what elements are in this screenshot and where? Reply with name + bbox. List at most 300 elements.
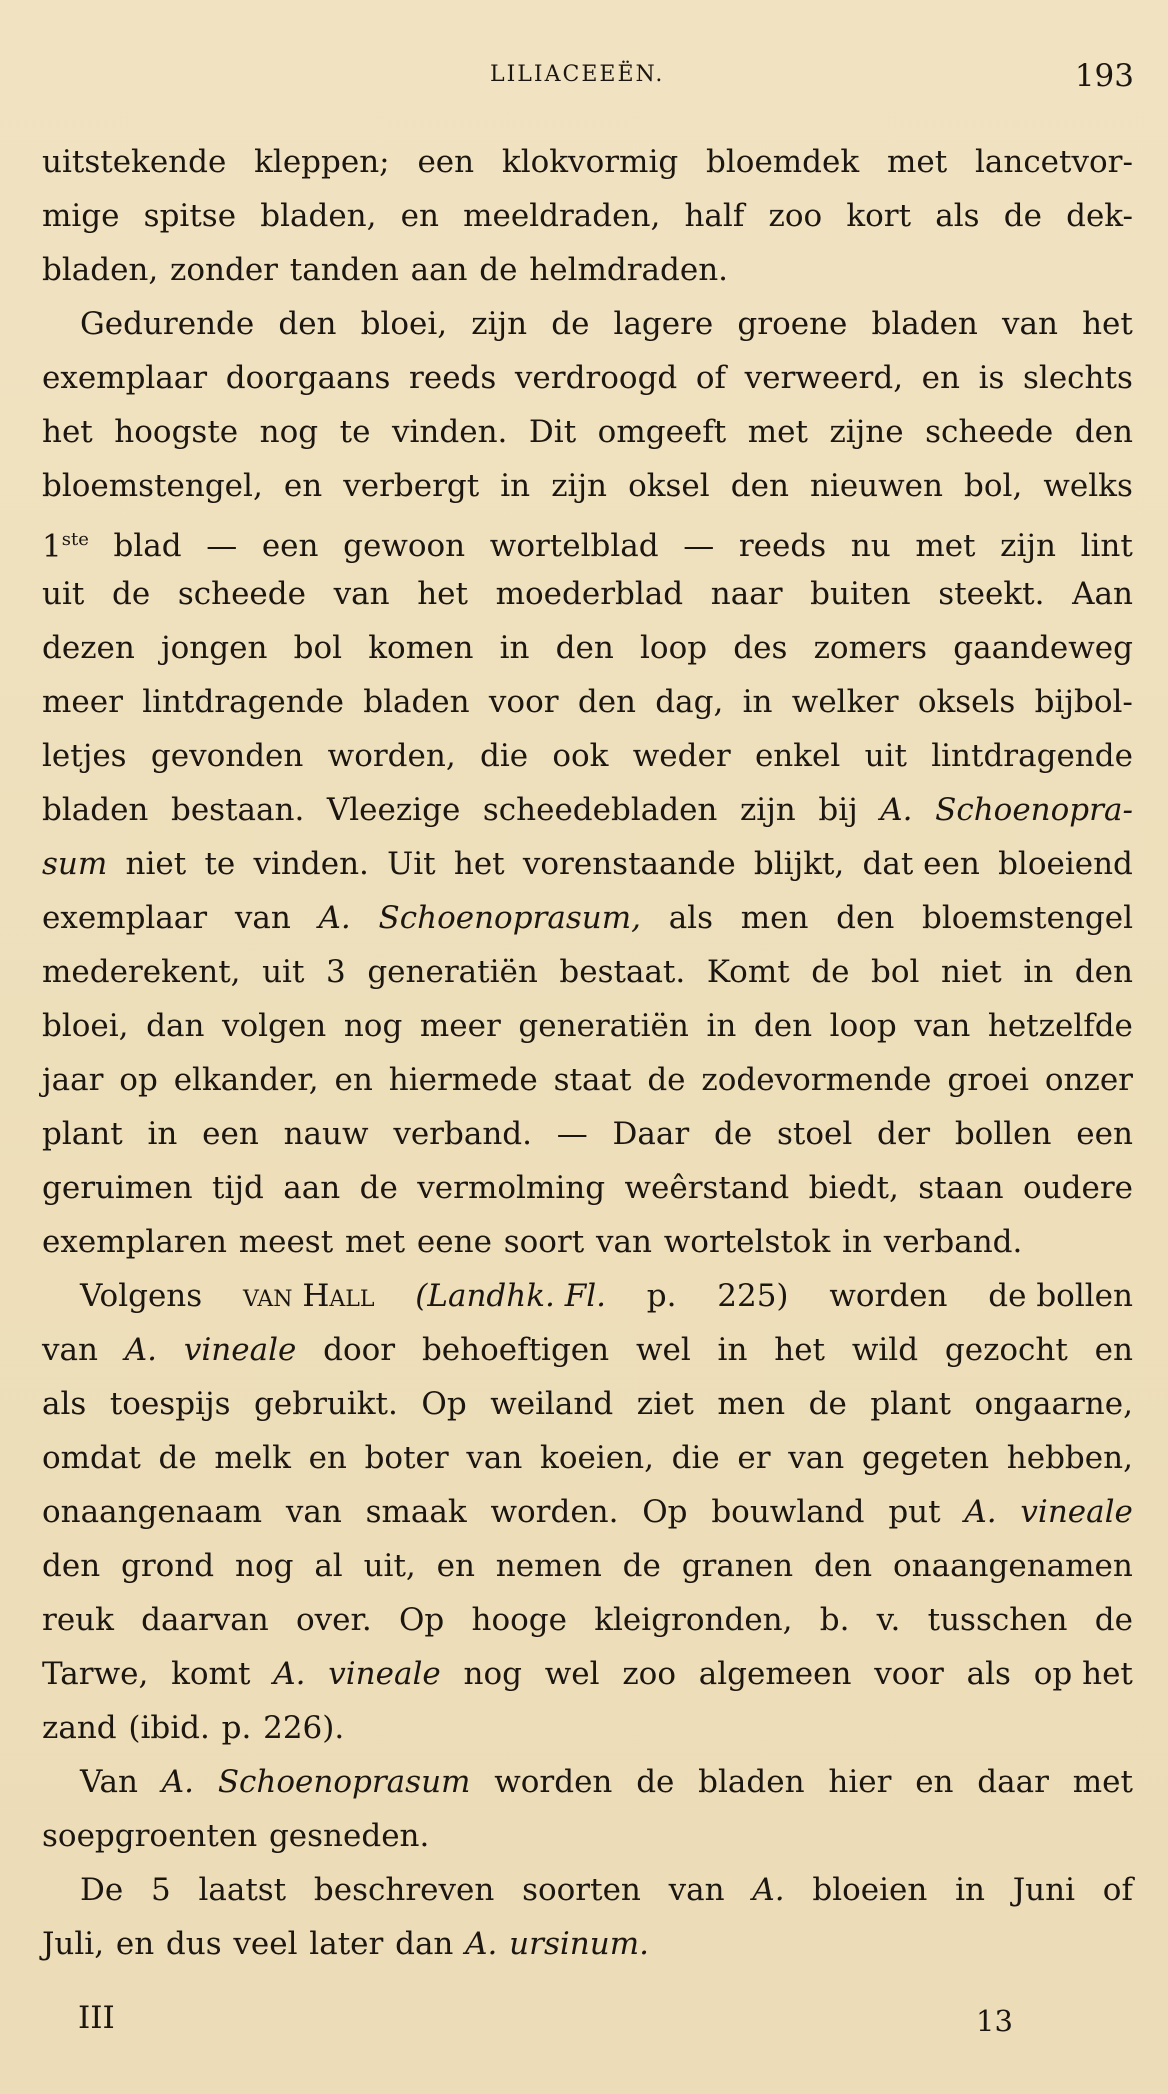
word: is	[978, 360, 1005, 396]
word: spitse	[143, 198, 237, 234]
word: en	[1094, 1332, 1133, 1368]
word: letjes	[42, 738, 127, 774]
word: toespijs	[109, 1386, 231, 1422]
word: of	[1102, 1872, 1133, 1908]
ordinal-superscript: ste	[61, 529, 89, 550]
word: geruimen	[42, 1170, 193, 1206]
word: als	[42, 1386, 87, 1422]
word: in	[842, 1224, 872, 1260]
word: doorgaans	[225, 360, 391, 396]
word: dus	[165, 1926, 222, 1962]
word: niet	[941, 954, 1002, 990]
word: loop	[829, 1008, 897, 1044]
text-line	[42, 297, 1133, 351]
word: A.	[465, 1926, 498, 1962]
word: en	[921, 360, 960, 396]
word: mederekent,	[42, 954, 241, 990]
word: enkel	[754, 738, 841, 774]
word: weiland	[490, 1386, 614, 1422]
word: de	[811, 954, 850, 990]
word: verdroogd	[514, 360, 678, 396]
word: —	[206, 528, 238, 565]
text-line	[42, 729, 1133, 783]
word: exemplaren	[42, 1224, 227, 1260]
word: melk	[214, 1440, 291, 1476]
word: verband.	[393, 1116, 532, 1152]
word: bladen	[871, 306, 978, 342]
word: generatiën	[518, 1008, 689, 1044]
text-line	[42, 1485, 1133, 1539]
word: buiten	[810, 576, 911, 612]
text-line	[42, 351, 1133, 405]
word: stoel	[776, 1116, 853, 1152]
text-line	[42, 945, 1133, 999]
word: men	[717, 1386, 786, 1422]
running-title: LILIACEEËN.	[490, 62, 665, 87]
word: de bollen	[988, 1278, 1133, 1314]
word: wel	[544, 1656, 600, 1692]
text-line	[42, 837, 1133, 891]
word: 1ste	[42, 528, 89, 565]
word: plant	[42, 1116, 123, 1152]
word: blad	[113, 528, 182, 565]
word: van	[668, 1872, 725, 1908]
word: de	[111, 576, 151, 612]
word: uitstekende	[42, 144, 227, 180]
word: en	[308, 1440, 347, 1476]
text-line	[42, 1809, 1133, 1863]
word: meeldraden,	[463, 198, 661, 234]
word: zijn	[551, 468, 608, 504]
word: reeds	[409, 360, 497, 396]
word: Schoenopra-	[935, 792, 1133, 828]
word: door	[323, 1332, 396, 1368]
word: wortelstok	[663, 1224, 831, 1260]
word: omgeeft	[597, 414, 727, 450]
word: bouwland	[711, 1494, 865, 1530]
word: die	[671, 1440, 720, 1476]
word: met	[344, 1224, 406, 1260]
word: hiermede	[388, 1062, 538, 1098]
word: in	[500, 468, 531, 504]
word: A.	[161, 1764, 195, 1800]
word: jongen	[161, 630, 268, 666]
word: een	[1076, 1116, 1133, 1152]
word: bol	[293, 630, 343, 666]
word: van	[42, 1332, 98, 1368]
word: eene	[416, 1224, 492, 1260]
word: tijd	[212, 1170, 264, 1206]
word: A.	[880, 792, 913, 828]
word: moederblad	[495, 576, 684, 612]
text-line	[42, 1215, 1133, 1269]
word: het	[453, 846, 505, 882]
word: exemplaar	[42, 360, 208, 396]
word: grond	[121, 1548, 215, 1584]
text-line	[42, 1377, 1133, 1431]
word: hetzelfde	[987, 1008, 1133, 1044]
word: bestaat.	[559, 954, 686, 990]
word: den	[753, 1008, 813, 1044]
word: vinden.	[392, 414, 508, 450]
word: groei	[947, 1062, 1029, 1098]
text-line	[42, 783, 1133, 837]
word: den	[1074, 414, 1133, 450]
word: kort	[846, 198, 912, 234]
text-line	[42, 135, 1133, 189]
word: laatst	[198, 1872, 287, 1908]
word: aan	[283, 1170, 341, 1206]
word: uit	[42, 576, 85, 612]
word: onaangenamen	[892, 1548, 1133, 1584]
word: als	[935, 198, 980, 234]
word: steekt.	[938, 576, 1045, 612]
word: lint	[1080, 528, 1133, 565]
word: bestaan.	[170, 792, 305, 828]
text-line	[42, 1161, 1133, 1215]
word: lintdragende	[931, 738, 1133, 774]
word: 5	[150, 1872, 171, 1908]
word: een	[261, 528, 319, 565]
word: smaak	[365, 1494, 467, 1530]
word: van	[914, 1008, 971, 1044]
word: daar	[977, 1764, 1049, 1800]
word: nu	[850, 528, 891, 565]
word: Tarwe,	[42, 1656, 149, 1692]
word: meer	[419, 1008, 501, 1044]
word: A.	[124, 1332, 158, 1368]
word: hier	[828, 1764, 892, 1800]
word: naar	[710, 576, 783, 612]
word: in	[499, 630, 530, 666]
word: dag,	[655, 684, 724, 720]
word: jaar	[42, 1062, 104, 1098]
word: bloei,	[360, 306, 448, 342]
word: zoo	[768, 198, 823, 234]
word: den	[555, 630, 614, 666]
word: loop	[640, 630, 708, 666]
word: A.	[752, 1872, 785, 1908]
word: p.	[646, 1278, 677, 1314]
text-line	[42, 1269, 1133, 1323]
word: zodevormende	[701, 1062, 932, 1098]
word: den	[1074, 954, 1133, 990]
word: men	[740, 900, 809, 936]
word: Op	[421, 1386, 467, 1422]
word: in	[717, 1332, 748, 1368]
text-line	[42, 513, 1133, 567]
word: zand	[42, 1710, 117, 1746]
word: uit	[864, 738, 907, 774]
word: Juli,	[42, 1926, 105, 1962]
word: beschreven	[313, 1872, 495, 1908]
word: de	[713, 1116, 753, 1152]
word: den	[730, 468, 789, 504]
body-text	[42, 135, 1133, 1971]
text-line	[42, 1701, 1133, 1755]
word: voor	[488, 684, 559, 720]
text-line	[42, 567, 1133, 621]
word: Vleezige	[326, 792, 461, 828]
word: boter	[364, 1440, 449, 1476]
word: op	[119, 1062, 158, 1098]
word: tusschen	[927, 1602, 1068, 1638]
word: aan	[410, 252, 468, 288]
word: daarvan	[141, 1602, 269, 1638]
word: groene	[737, 306, 848, 342]
word: Aan	[1072, 576, 1133, 612]
word: niet	[125, 846, 187, 882]
word: gesneden.	[268, 1818, 430, 1854]
word: koeien,	[540, 1440, 654, 1476]
word: nog	[259, 414, 319, 450]
word: algemeen	[698, 1656, 852, 1692]
word: over.	[295, 1602, 372, 1638]
word: slechts	[1023, 360, 1133, 396]
word: bloemstengel	[922, 900, 1133, 936]
text-line	[42, 1107, 1133, 1161]
text-line	[42, 1593, 1133, 1647]
text-line	[42, 1053, 1133, 1107]
word: in	[955, 1872, 985, 1908]
word: Dit	[528, 414, 577, 450]
word: verbergt	[343, 468, 480, 504]
text-line	[42, 1863, 1133, 1917]
word: of	[695, 360, 727, 396]
word: (ibid.	[128, 1710, 210, 1746]
word: gezocht	[944, 1332, 1068, 1368]
word: weêrstand	[624, 1170, 790, 1206]
word: in	[1023, 954, 1054, 990]
word: lintdragende	[142, 684, 344, 720]
word: vorenstaande	[522, 846, 736, 882]
word: worden	[494, 1764, 613, 1800]
word: elkander,	[173, 1062, 319, 1098]
word: —	[683, 528, 715, 565]
word: Komt	[706, 954, 790, 990]
word: granen	[681, 1548, 794, 1584]
word: generatiën	[367, 954, 538, 990]
word: dan	[146, 1008, 205, 1044]
word: vineale	[1020, 1494, 1133, 1530]
word: en	[283, 468, 323, 504]
word: ursinum.	[509, 1926, 649, 1962]
word: het	[774, 1332, 826, 1368]
page-number: 193	[1074, 58, 1134, 94]
word: v.	[876, 1602, 901, 1638]
word: de	[622, 1548, 661, 1584]
word: welker	[791, 684, 899, 720]
word: bloeiend	[998, 846, 1133, 882]
text-line	[42, 1323, 1133, 1377]
word: meest	[238, 1224, 334, 1260]
text-line	[42, 621, 1133, 675]
text-line	[42, 189, 1133, 243]
word: vinden.	[253, 846, 369, 882]
word: nog	[343, 1008, 403, 1044]
word: bladen,	[260, 198, 377, 234]
word: Daar	[612, 1116, 690, 1152]
word: de	[808, 1386, 847, 1422]
word: scheede	[925, 414, 1054, 450]
text-line	[42, 405, 1133, 459]
word: nog	[234, 1548, 294, 1584]
word: de	[1094, 1602, 1133, 1638]
word: zijn	[739, 792, 796, 828]
word: er	[737, 1440, 771, 1476]
word: van	[466, 1440, 523, 1476]
word: Juni	[1012, 1872, 1076, 1908]
word: al	[314, 1548, 343, 1584]
text-line	[42, 891, 1133, 945]
word: worden,	[327, 738, 456, 774]
word: bij	[818, 792, 858, 828]
text-line	[42, 243, 1133, 297]
word: het	[1082, 306, 1133, 342]
word: klokvormig	[501, 144, 679, 180]
word: de	[1003, 198, 1042, 234]
word: van Hall	[242, 1278, 375, 1314]
word: bol	[871, 954, 920, 990]
word: van	[595, 1224, 652, 1260]
word: p.	[221, 1710, 252, 1746]
word: uit	[262, 954, 305, 990]
word: oksels	[917, 684, 1016, 720]
word: zoo	[622, 1656, 676, 1692]
word: reuk	[42, 1602, 114, 1638]
word: oudere	[1023, 1170, 1133, 1206]
word: kleppen;	[254, 144, 390, 180]
word: de	[636, 1764, 675, 1800]
word: den	[278, 306, 337, 342]
word: wel	[635, 1332, 691, 1368]
word: in	[706, 1008, 737, 1044]
word: welks	[1043, 468, 1133, 504]
text-line	[42, 1431, 1133, 1485]
word: nauw	[283, 1116, 369, 1152]
word: bol,	[964, 468, 1023, 504]
word: helmdraden.	[529, 252, 729, 288]
word: des	[733, 630, 788, 666]
word: het	[42, 414, 93, 450]
word: de	[359, 1170, 398, 1206]
word: Volgens	[80, 1278, 203, 1314]
word: tanden	[289, 252, 399, 288]
word: exemplaar	[42, 900, 208, 936]
signature-mark: III	[78, 2000, 115, 2036]
word: volgen	[222, 1008, 327, 1044]
word: in	[147, 1116, 178, 1152]
word: als	[966, 1656, 1011, 1692]
word: oksel	[628, 468, 710, 504]
word: met	[747, 414, 808, 450]
word: worden.	[490, 1494, 619, 1530]
word: een	[202, 1116, 259, 1152]
word: de	[647, 1062, 686, 1098]
word: ook	[552, 738, 609, 774]
word: scheedebladen	[482, 792, 718, 828]
word: onzer	[1044, 1062, 1133, 1098]
word: met	[886, 144, 948, 180]
word: gegeten	[861, 1440, 990, 1476]
word: soepgroenten	[42, 1818, 258, 1854]
word: gevonden	[150, 738, 304, 774]
word: Schoenoprasum	[217, 1764, 471, 1800]
word: bladen,	[42, 252, 159, 288]
word: 226).	[263, 1710, 345, 1746]
word: bladen	[42, 792, 149, 828]
word: de	[479, 252, 518, 288]
word: en	[334, 1062, 373, 1098]
word: te	[204, 846, 236, 882]
word: komen	[368, 630, 474, 666]
word: te	[339, 414, 371, 450]
word: ongaarne,	[974, 1386, 1133, 1422]
word: bloemdek	[706, 144, 860, 180]
word: hooge	[471, 1602, 567, 1638]
word: gewoon	[343, 528, 466, 565]
word: blijkt,	[753, 846, 845, 882]
word: veel	[233, 1926, 298, 1962]
word: van	[234, 900, 291, 936]
word: zijn	[1000, 528, 1056, 565]
word: Gedurende	[80, 306, 255, 342]
word: bloei,	[42, 1008, 129, 1044]
word: en	[436, 1548, 475, 1584]
word: in	[742, 684, 773, 720]
signature-number: 13	[976, 2004, 1013, 2038]
word: van	[285, 1494, 342, 1530]
word: van	[1002, 306, 1058, 342]
word: de	[551, 306, 590, 342]
word: dan	[395, 1926, 454, 1962]
word: staan	[918, 1170, 1004, 1206]
text-line	[42, 999, 1133, 1053]
word: bloeien	[812, 1872, 928, 1908]
text-line	[42, 1917, 1133, 1971]
word: als	[668, 900, 714, 936]
word: Schoenoprasum,	[378, 900, 641, 936]
word: den	[813, 1548, 873, 1584]
word: lagere	[613, 306, 714, 342]
word: van	[788, 1440, 845, 1476]
word: dek-	[1066, 198, 1133, 234]
word: behoeftigen	[421, 1332, 610, 1368]
word: bijbol-	[1034, 684, 1133, 720]
word: en	[915, 1764, 954, 1800]
word: zonder	[170, 252, 278, 288]
word: lancetvor-	[974, 144, 1133, 180]
word: worden	[829, 1278, 948, 1314]
word: onaangenaam	[42, 1494, 263, 1530]
word: hebben,	[1006, 1440, 1133, 1476]
word: dat een	[862, 846, 980, 882]
word: meer	[42, 684, 123, 720]
word: Uit	[387, 846, 436, 882]
word: vineale	[183, 1332, 297, 1368]
word: bladen	[363, 684, 470, 720]
word: —	[556, 1116, 588, 1152]
word: soorten	[522, 1872, 641, 1908]
word: nemen	[495, 1548, 602, 1584]
word: A.	[273, 1656, 306, 1692]
word: op het	[1033, 1656, 1133, 1692]
word: reeds	[738, 528, 827, 565]
text-line	[42, 459, 1133, 513]
word: put	[888, 1494, 941, 1530]
word: plant	[870, 1386, 951, 1422]
word: den	[836, 900, 895, 936]
